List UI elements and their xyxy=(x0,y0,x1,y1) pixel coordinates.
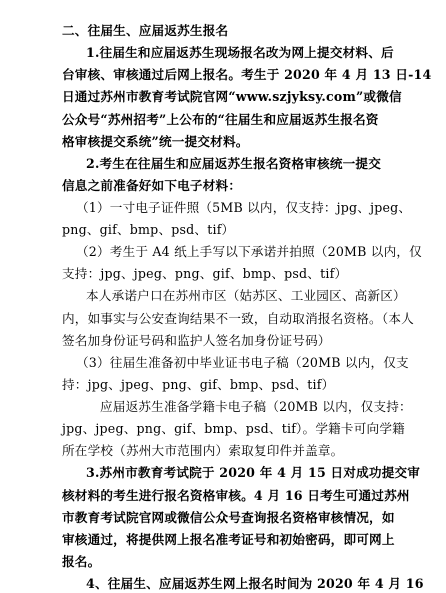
paragraph-3-line-5: 报名。 xyxy=(62,553,101,569)
pledge-line-3: 签名加身份证号码和监护人签名加身份证号码） xyxy=(62,332,331,348)
paragraph-3-line-4: 审核通过，将提供网上报名准考证号和初始密码，即可网上 xyxy=(62,531,395,547)
item-1-line-2: png、gif、bmp、psd、tif） xyxy=(62,222,235,238)
paragraph-3-line-1: 3.苏州市教育考试院于 2020 年 4 月 15 日对成功提交审 xyxy=(86,465,421,481)
section-heading: 二、往届生、应届返苏生报名 xyxy=(62,23,229,38)
paragraph-4-line-1: 4、往届生、应届返苏生网上报名时间为 2020 年 4 月 16 xyxy=(86,576,424,591)
paragraph-1-line-3: 日通过苏州市教育考试院官网“www.szjyksy.com”或微信 xyxy=(62,89,402,105)
paragraph-3-line-3: 市教育考试院官网或微信公众号查询报名资格审核情况，如 xyxy=(62,509,395,525)
paragraph-1-line-2: 台审核、审核通过后网上报名。考生于 2020 年 4 月 13 日-14 xyxy=(62,67,432,83)
item-1-line-1: （1）一寸电子证件照（5MB 以内，仅支持：jpg、jpeg、 xyxy=(76,200,412,215)
item-2-line-1: （2）考生于 A4 纸上手写以下承诺并拍照（20MB 以内，仅 xyxy=(76,244,422,260)
pledge-line-2: 内，如事实与公安查询结果不一致，自动取消报名资格。（本人 xyxy=(62,310,414,326)
paragraph-1-line-4: 公众号“苏州招考”上公布的“往届生和应届返苏生报名资 xyxy=(62,111,379,127)
item-3-line-1: （3）往届生准备初中毕业证书电子稿（20MB 以内，仅支 xyxy=(76,354,409,370)
paragraph-2-line-2: 信息之前准备好如下电子材料： xyxy=(62,177,242,193)
returnee-line-2: jpg、jpeg、png、gif、bmp、psd、tif）。学籍卡可向学籍 xyxy=(62,421,405,437)
returnee-line-3: 所在学校（苏州大市范围内）索取复印件并盖章。 xyxy=(62,443,344,459)
paragraph-1-line-1: 1.往届生和应届返苏生现场报名改为网上提交材料、后 xyxy=(86,45,394,61)
paragraph-1-line-5: 格审核提交系统”统一提交材料。 xyxy=(62,133,249,149)
returnee-line-1: 应届返苏生准备学籍卡电子稿（20MB 以内，仅支持： xyxy=(100,399,412,414)
item-2-line-2: 支持：jpg、jpeg、png、gif、bmp、psd、tif） xyxy=(62,266,348,282)
item-3-line-2: 持：jpg、jpeg、png、gif、bmp、psd、tif） xyxy=(62,376,335,392)
pledge-line-1: 本人承诺户口在苏州市区（姑苏区、工业园区、高新区） xyxy=(86,288,406,304)
paragraph-3-line-2: 核材料的考生进行报名资格审核。4 月 16 日考生可通过苏州 xyxy=(62,487,410,503)
paragraph-2-line-1: 2.考生在往届生和应届返苏生报名资格审核统一提交 xyxy=(86,155,382,171)
